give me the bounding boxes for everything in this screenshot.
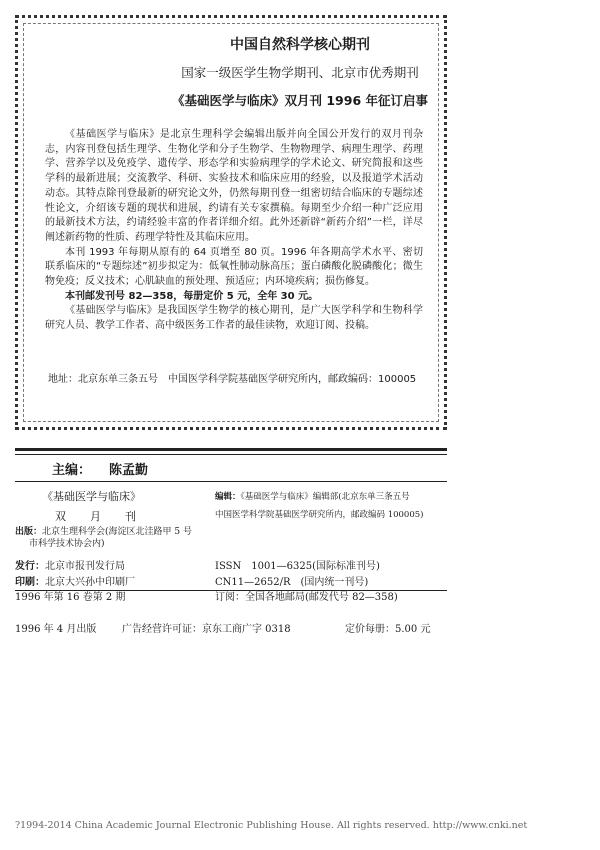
publisher-block (15, 526, 192, 550)
publisher-line2: 市科学技术协会内) (29, 539, 105, 549)
frequency (55, 508, 160, 524)
cn-line: CN11—2652/R (国内统一刊号) (215, 577, 369, 588)
price: 定价每册：5.00 元 (345, 624, 431, 635)
editing-label: 编辑： (215, 492, 241, 502)
editor-label: 主编： (52, 463, 92, 478)
frequency-char: 刊 (125, 510, 136, 523)
editing-line1 (215, 490, 410, 502)
publisher-line1: 北京生理科学会(海淀区北洼路甲 5 号 (42, 527, 192, 537)
order-line: 订阅：全国各地邮局(邮发代号 82—358) (215, 592, 398, 603)
editor-name: 陈孟勤 (109, 463, 149, 478)
editing-value: 《基础医学与临床》编辑部(北京东单三条五号 (240, 492, 410, 502)
frequency-char: 月 (90, 510, 101, 523)
ad-paragraph-2: 本刊 1993 年每期从原有的 64 页增至 80 页。1996 年各期高学术水平、密切联系临床的“专题综述”初步拟定为：低氧性肺动脉高压；蛋白磷酸化脱磷酸化；微生物免疫；反义技术；心肌缺血的预处理、预适应；内环境疾病；损伤修复。 (45, 246, 423, 288)
issn-line: ISSN 1001—6325(国际标准刊号) (215, 561, 380, 572)
ad-paragraph-1: 《基础医学与临床》是北京生理科学会编辑出版并向全国公开发行的双月刊杂志，内容刊登包括生理学、生物化学和分子生物学、生物物理学、病理生理学、药理学、营养学以及免疫学、遗传学、形态学和实验病理学的学术论文、研究简报和这些学科的最新进展；交流教学、科研、实验技术和临床应用的经验，以及报道学术活动动态。其特点除刊登最新的研究论文外，仍然每期刊登一组密切结合临床的专题综述性论文，介绍该专题的现状和进展，约请有关专家撰稿。每期至少介绍一种广泛应用的最新技术方法，约请经验丰富的作者详细介绍。此外还新辟“新药介绍”一栏，详尽阐述新药物的性质、药理学特性及其临床应用。 (45, 129, 423, 243)
volume-line: 1996 年第 16 卷第 2 期 (15, 592, 126, 603)
ad-subtitle: 国家一级医学生物学期刊、北京市优秀期刊 (181, 65, 419, 80)
ad-license: 广告经营许可证：京东工商广字 0318 (122, 624, 291, 635)
printer-line (15, 573, 135, 588)
distribution-value: 北京市报刊发行局 (45, 561, 125, 572)
printer-label: 印刷： (15, 577, 45, 588)
ad-closing: 《基础医学与临床》是我国医学生物学的核心期刊，是广大医学科学和生物科学研究人员、教学工作者、高中级医务工作者的最佳读物，欢迎订阅、投稿。 (45, 305, 423, 332)
journal-name: 《基础医学与临床》 (42, 490, 141, 503)
publisher-label: 出版： (15, 527, 43, 537)
ad-title: 中国自然科学核心期刊 (230, 37, 370, 53)
editing-line2: 中国医学科学院基础医学研究所内，邮政编码 100005) (215, 510, 424, 520)
ad-address: 地址：北京东单三条五号 中国医学科学院基础医学研究所内，邮政编码：100005 (48, 374, 417, 385)
divider-thin (15, 454, 447, 455)
copyright-notice: ?1994-2014 China Academic Journal Electronic Publishing House. All rights reserved. http://www.cnki.net (15, 820, 528, 831)
ad-headline: 《基础医学与临床》双月刊 1996 年征订启事 (172, 93, 428, 108)
frequency-char: 双 (55, 510, 66, 523)
ad-subscription-info: 本刊邮发刊号 82—358，每册定价 5 元，全年 30 元。 (65, 290, 319, 302)
distribution-line (15, 557, 125, 572)
publication-date: 1996 年 4 月出版 (15, 624, 97, 635)
printer-value: 北京大兴孙中印刷厂 (45, 577, 135, 588)
distribution-label: 发行： (15, 561, 45, 572)
chief-editor (52, 459, 148, 478)
divider-thick (15, 448, 447, 451)
ad-body (45, 128, 423, 334)
